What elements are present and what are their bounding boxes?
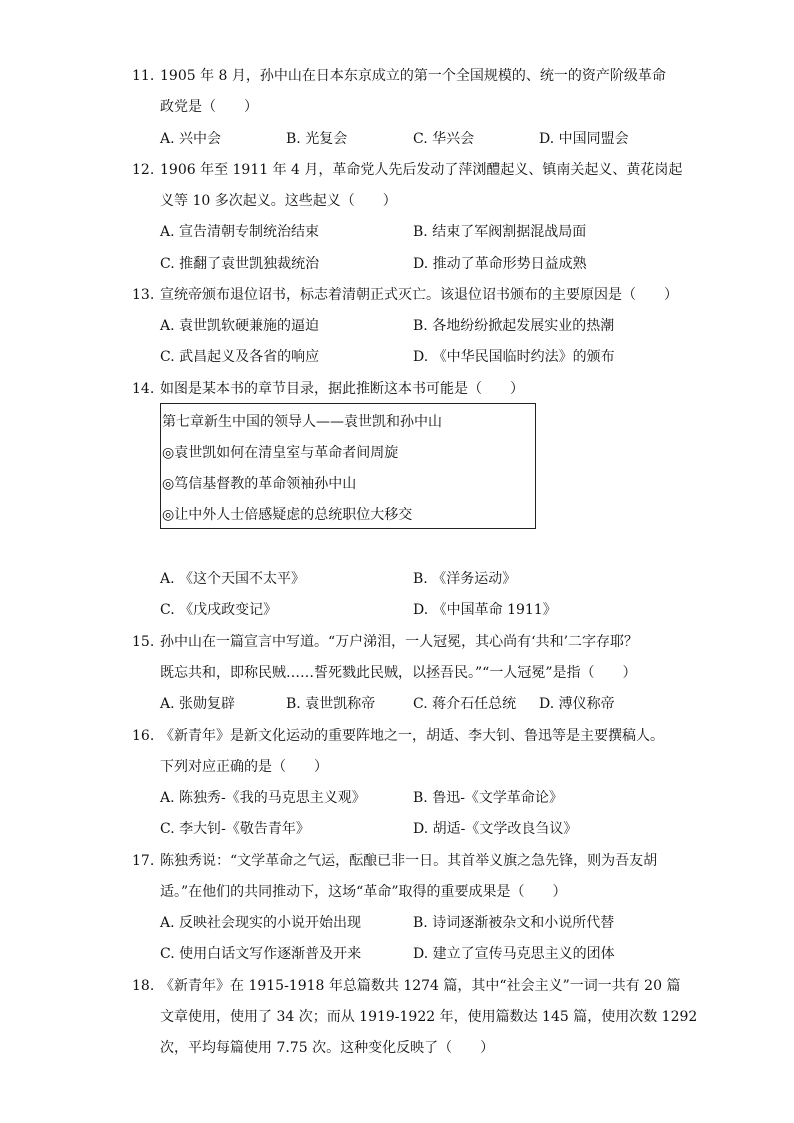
question-stem-line: 适。”在他们的共同推动下，这场“革命”取得的重要成果是（ ） [160,884,567,900]
question-number: 14. [132,381,155,397]
question-stem-line: 下列对应正确的是（ ） [160,759,328,775]
question-number: 11. [132,68,155,84]
question-stem-line: 1905 年 8 月，孙中山在日本东京成立的第一个全国规模的、统一的资产阶级革命 [160,68,666,84]
question-number: 15. [132,634,155,650]
option-b[interactable]: B. 结束了军阀割据混战局面 [413,224,587,240]
toc-item: ◎袁世凯如何在清皇室与革命者间周旋 [162,445,399,461]
question-stem-line: 义等 10 多次起义。这些起义（ ） [160,193,397,209]
option-b[interactable]: B. 《洋务运动》 [413,571,517,587]
option-d[interactable]: D. 胡适-《文学改良刍议》 [413,821,578,837]
option-a[interactable]: A. 兴中会 [160,131,222,147]
option-c[interactable]: C. 华兴会 [413,131,475,147]
option-c[interactable]: C. 推翻了袁世凯独裁统治 [160,256,320,272]
option-a[interactable]: A. 宣告清朝专制统治结束 [160,224,320,240]
option-c[interactable]: C. 蒋介石任总统 [413,696,517,712]
option-c[interactable]: C. 李大钊-《敬告青年》 [160,821,310,837]
question-number: 18. [132,978,155,994]
question-number: 17. [132,853,155,869]
option-a[interactable]: A. 反映社会现实的小说开始出现 [160,915,362,931]
option-b[interactable]: B. 袁世凯称帝 [286,696,376,712]
option-d[interactable]: D. 《中国革命 1911》 [413,602,557,618]
question-number: 13. [132,287,155,303]
toc-chapter-title: 第七章新生中国的领导人——袁世凯和孙中山 [162,414,442,430]
toc-item: ◎让中外人士倍感疑虑的总统职位大移交 [162,507,413,523]
option-d[interactable]: D. 溥仪称帝 [539,696,615,712]
question-number: 16. [132,728,155,744]
option-b[interactable]: B. 光复会 [286,131,348,147]
question-stem-line: 文章使用，使用了 34 次；而从 1919-1922 年，使用篇数达 145 篇，使用次数 1292 [160,1009,698,1025]
option-a[interactable]: A. 袁世凯软硬兼施的逼迫 [160,318,320,334]
option-c[interactable]: C. 武昌起义及各省的响应 [160,349,320,365]
option-c[interactable]: C. 《戊戌政变记》 [160,602,278,618]
question-number: 12. [132,162,155,178]
question-stem-line: 既忘共和，即称民贼……誓死戮此民贼，以拯吾民。”“一人冠冕”是指（ ） [160,665,637,681]
question-stem-line: 孙中山在一篇宣言中写道。“万户涕泪，一人冠冕，其心尚有‘共和’二字存耶？ [160,634,639,650]
option-d[interactable]: D. 《中华民国临时约法》的颁布 [413,349,615,365]
option-a[interactable]: A. 陈独秀-《我的马克思主义观》 [160,790,366,806]
option-a[interactable]: A. 张勋复辟 [160,696,236,712]
option-d[interactable]: D. 推动了革命形势日益成熟 [413,256,587,272]
option-d[interactable]: D. 建立了宣传马克思主义的团体 [413,946,615,962]
question-stem-line: 陈独秀说：“文学革命之气运，酝酿已非一日。其首举义旗之急先锋，则为吾友胡 [160,853,658,869]
option-a[interactable]: A. 《这个天国不太平》 [160,571,306,587]
option-c[interactable]: C. 使用白话文写作逐渐普及开来 [160,946,362,962]
option-b[interactable]: B. 鲁迅-《文学革命论》 [413,790,563,806]
question-stem-line: 《新青年》在 1915-1918 年总篇数共 1274 篇，其中“社会主义”一词一共有 20 篇 [160,978,681,994]
option-d[interactable]: D. 中国同盟会 [539,131,629,147]
question-stem-line: 1906 年至 1911 年 4 月，革命党人先后发动了萍浏醴起义、镇南关起义、黄花岗起 [160,162,683,178]
option-b[interactable]: B. 各地纷纷掀起发展实业的热潮 [413,318,615,334]
question-stem-line: 《新青年》是新文化运动的重要阵地之一，胡适、李大钊、鲁迅等是主要撰稿人。 [160,728,664,744]
option-b[interactable]: B. 诗词逐渐被杂文和小说所代替 [413,915,615,931]
question-stem-line: 次，平均每篇使用 7.75 次。这种变化反映了（ ） [160,1040,495,1056]
question-stem-line: 如图是某本书的章节目录，据此推断这本书可能是（ ） [160,381,524,397]
question-stem-line: 宣统帝颁布退位诏书，标志着清朝正式灭亡。该退位诏书颁布的主要原因是（ ） [160,287,678,303]
table-of-contents-box [160,403,536,529]
question-stem-line: 政党是（ ） [160,99,258,115]
toc-item: ◎笃信基督教的革命领袖孙中山 [162,476,357,492]
